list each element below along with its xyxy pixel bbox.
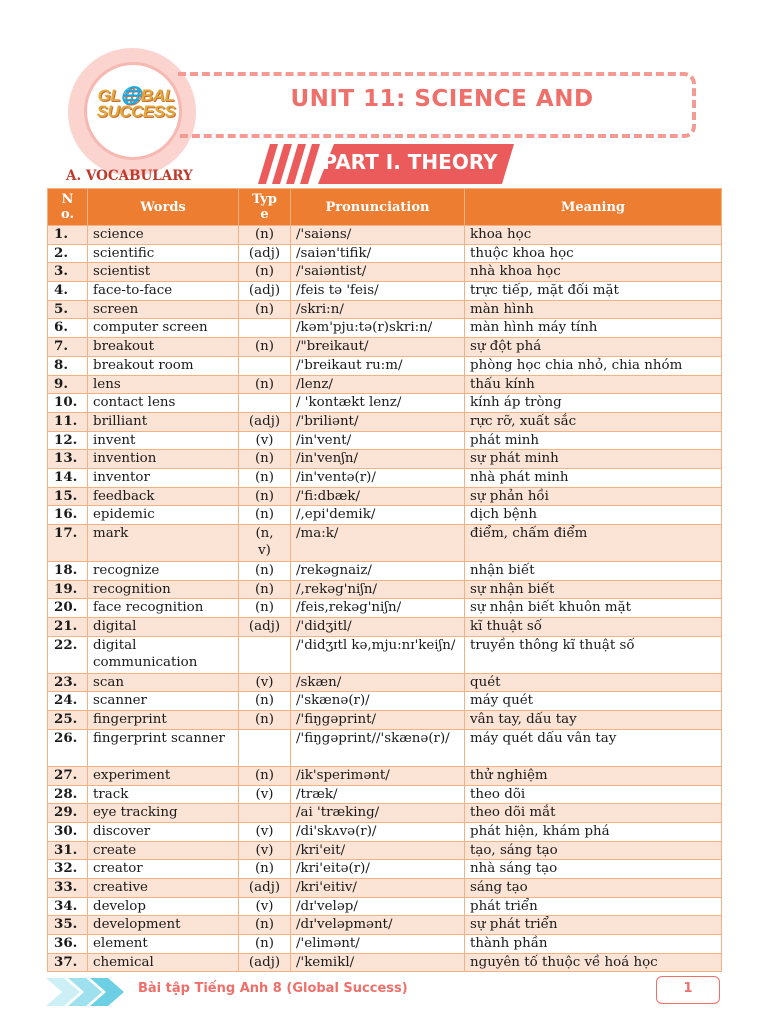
- cell-number: 22.: [48, 636, 88, 673]
- cell-meaning: khoa học: [465, 226, 722, 245]
- cell-meaning: sự phát triển: [465, 916, 722, 935]
- cell-type: (n): [239, 375, 291, 394]
- cell-word: epidemic: [88, 506, 239, 525]
- footer-text: Bài tập Tiếng Anh 8 (Global Success): [138, 981, 408, 996]
- cell-number: 16.: [48, 506, 88, 525]
- cell-number: 9.: [48, 375, 88, 394]
- part-label: PART I. THEORY: [322, 150, 498, 174]
- cell-type: (n): [239, 300, 291, 319]
- cell-meaning: màn hình: [465, 300, 722, 319]
- cell-pronunciation: /feis,rekəg'niʃn/: [291, 599, 465, 618]
- cell-pronunciation: /'fiŋgəprint//'skænə(r)/: [291, 729, 465, 766]
- cell-pronunciation: /rekəgnaiz/: [291, 562, 465, 581]
- table-row: [48, 897, 722, 916]
- cell-pronunciation: /dɪ'veləpmənt/: [291, 916, 465, 935]
- table-row: [48, 375, 722, 394]
- cell-pronunciation: /'didʒɪtl kə,mju:nɪ'keiʃn/: [291, 636, 465, 673]
- cell-word: digital: [88, 618, 239, 637]
- cell-word: recognition: [88, 580, 239, 599]
- table-row: [48, 804, 722, 823]
- cell-word: breakout: [88, 338, 239, 357]
- cell-type: (n): [239, 860, 291, 879]
- cell-number: 14.: [48, 468, 88, 487]
- cell-pronunciation: /'skænə(r)/: [291, 692, 465, 711]
- cell-type: (v): [239, 841, 291, 860]
- table-row: [48, 729, 722, 766]
- cell-number: 29.: [48, 804, 88, 823]
- cell-meaning: quét: [465, 673, 722, 692]
- table-row: [48, 580, 722, 599]
- table-row: [48, 468, 722, 487]
- cell-type: (n): [239, 599, 291, 618]
- cell-number: 19.: [48, 580, 88, 599]
- table-row: [48, 244, 722, 263]
- cell-meaning: máy quét dấu vân tay: [465, 729, 722, 766]
- column-header-pronunciation: Pronunciation: [291, 189, 465, 226]
- cell-meaning: sáng tạo: [465, 878, 722, 897]
- cell-pronunciation: /kri'eitiv/: [291, 878, 465, 897]
- cell-meaning: phát triển: [465, 897, 722, 916]
- cell-type: (adj): [239, 282, 291, 301]
- cell-pronunciation: /'briliənt/: [291, 412, 465, 431]
- cell-word: science: [88, 226, 239, 245]
- cell-type: (n): [239, 338, 291, 357]
- cell-type: (n): [239, 468, 291, 487]
- cell-number: 31.: [48, 841, 88, 860]
- cell-pronunciation: /dɪ'veləp/: [291, 897, 465, 916]
- cell-number: 17.: [48, 525, 88, 562]
- cell-pronunciation: / 'kontækt lenz/: [291, 394, 465, 413]
- section-title: A. VOCABULARY: [66, 168, 193, 184]
- cell-pronunciation: /feis tə 'feis/: [291, 282, 465, 301]
- cell-number: 23.: [48, 673, 88, 692]
- table-row: [48, 692, 722, 711]
- cell-number: 26.: [48, 729, 88, 766]
- cell-word: invention: [88, 450, 239, 469]
- cell-pronunciation: /saiən'tifik/: [291, 244, 465, 263]
- cell-word: creator: [88, 860, 239, 879]
- unit-title: UNIT 11: SCIENCE AND: [290, 86, 594, 112]
- cell-type: (n): [239, 487, 291, 506]
- cell-word: contact lens: [88, 394, 239, 413]
- cell-word: face recognition: [88, 599, 239, 618]
- cell-word: inventor: [88, 468, 239, 487]
- cell-meaning: trực tiếp, mặt đối mặt: [465, 282, 722, 301]
- cell-type: (n): [239, 916, 291, 935]
- chevron-right-icon: [46, 976, 128, 1008]
- cell-meaning: tạo, sáng tạo: [465, 841, 722, 860]
- cell-type: (v): [239, 785, 291, 804]
- global-success-logo: [90, 88, 182, 120]
- logo-line-2: SUCCESS: [96, 102, 176, 121]
- cell-word: develop: [88, 897, 239, 916]
- cell-number: 28.: [48, 785, 88, 804]
- cell-pronunciation: /kri'eitə(r)/: [291, 860, 465, 879]
- cell-number: 13.: [48, 450, 88, 469]
- logo-line-1: GL🌐BAL: [97, 86, 175, 105]
- cell-number: 15.: [48, 487, 88, 506]
- cell-pronunciation: /ma:k/: [291, 525, 465, 562]
- table-row: [48, 841, 722, 860]
- cell-word: chemical: [88, 953, 239, 972]
- table-row: [48, 226, 722, 245]
- cell-meaning: màn hình máy tính: [465, 319, 722, 338]
- table-row: [48, 506, 722, 525]
- page-number: 1: [683, 981, 693, 996]
- table-body: [48, 226, 722, 972]
- table-row: [48, 711, 722, 730]
- table-row: [48, 636, 722, 673]
- cell-number: 4.: [48, 282, 88, 301]
- table-row: [48, 766, 722, 785]
- cell-word: brilliant: [88, 412, 239, 431]
- cell-meaning: nhận biết: [465, 562, 722, 581]
- cell-meaning: thấu kính: [465, 375, 722, 394]
- cell-meaning: sự phát minh: [465, 450, 722, 469]
- cell-meaning: nhà khoa học: [465, 263, 722, 282]
- column-header-words: Words: [88, 189, 239, 226]
- cell-word: face-to-face: [88, 282, 239, 301]
- vocabulary-table: [47, 188, 722, 972]
- cell-meaning: nhà phát minh: [465, 468, 722, 487]
- cell-pronunciation: /in'venʃn/: [291, 450, 465, 469]
- cell-type: (adj): [239, 618, 291, 637]
- cell-pronunciation: /'fiŋgəprint/: [291, 711, 465, 730]
- cell-word: experiment: [88, 766, 239, 785]
- cell-word: scanner: [88, 692, 239, 711]
- cell-pronunciation: /,epi'demik/: [291, 506, 465, 525]
- cell-number: 7.: [48, 338, 88, 357]
- cell-type: (n): [239, 450, 291, 469]
- cell-word: creative: [88, 878, 239, 897]
- table-row: [48, 412, 722, 431]
- cell-number: 30.: [48, 822, 88, 841]
- cell-number: 25.: [48, 711, 88, 730]
- cell-type: (n): [239, 506, 291, 525]
- cell-type: (v): [239, 673, 291, 692]
- cell-number: 35.: [48, 916, 88, 935]
- cell-pronunciation: /ai 'træking/: [291, 804, 465, 823]
- cell-number: 1.: [48, 226, 88, 245]
- cell-meaning: theo dõi mắt: [465, 804, 722, 823]
- cell-type: (n): [239, 562, 291, 581]
- cell-meaning: thành phần: [465, 935, 722, 954]
- cell-pronunciation: /,rekəg'niʃn/: [291, 580, 465, 599]
- cell-number: 2.: [48, 244, 88, 263]
- cell-number: 33.: [48, 878, 88, 897]
- cell-pronunciation: /di'skʌvə(r)/: [291, 822, 465, 841]
- cell-word: breakout room: [88, 356, 239, 375]
- table-row: [48, 319, 722, 338]
- cell-word: track: [88, 785, 239, 804]
- cell-meaning: thuộc khoa học: [465, 244, 722, 263]
- cell-type: [239, 636, 291, 673]
- cell-type: (n): [239, 711, 291, 730]
- cell-pronunciation: /'saiəntist/: [291, 263, 465, 282]
- cell-pronunciation: /in'vent/: [291, 431, 465, 450]
- table-row: [48, 525, 722, 562]
- cell-meaning: phát hiện, khám phá: [465, 822, 722, 841]
- table-header-row: [48, 189, 722, 226]
- table-row: [48, 785, 722, 804]
- table-row: [48, 356, 722, 375]
- cell-meaning: nguyên tố thuộc về hoá học: [465, 953, 722, 972]
- cell-word: element: [88, 935, 239, 954]
- cell-type: (n): [239, 692, 291, 711]
- cell-word: screen: [88, 300, 239, 319]
- cell-number: 8.: [48, 356, 88, 375]
- cell-number: 20.: [48, 599, 88, 618]
- cell-meaning: vân tay, dấu tay: [465, 711, 722, 730]
- cell-type: (n): [239, 580, 291, 599]
- cell-meaning: kính áp tròng: [465, 394, 722, 413]
- cell-word: scan: [88, 673, 239, 692]
- cell-type: [239, 394, 291, 413]
- table-row: [48, 431, 722, 450]
- cell-meaning: kĩ thuật số: [465, 618, 722, 637]
- table-row: [48, 300, 722, 319]
- cell-word: fingerprint: [88, 711, 239, 730]
- table-row: [48, 822, 722, 841]
- cell-pronunciation: /'kemikl/: [291, 953, 465, 972]
- cell-pronunciation: /'breikaut ru:m/: [291, 356, 465, 375]
- cell-pronunciation: /kri'eit/: [291, 841, 465, 860]
- table-row: [48, 916, 722, 935]
- banner-stripes-decoration: [256, 142, 320, 186]
- cell-number: 3.: [48, 263, 88, 282]
- cell-number: 18.: [48, 562, 88, 581]
- cell-meaning: nhà sáng tạo: [465, 860, 722, 879]
- cell-pronunciation: /'didʒitl/: [291, 618, 465, 637]
- cell-meaning: phòng học chia nhỏ, chia nhóm: [465, 356, 722, 375]
- cell-pronunciation: /skæn/: [291, 673, 465, 692]
- table-row: [48, 935, 722, 954]
- cell-word: invent: [88, 431, 239, 450]
- cell-type: (adj): [239, 953, 291, 972]
- cell-meaning: dịch bệnh: [465, 506, 722, 525]
- cell-type: (v): [239, 897, 291, 916]
- cell-word: digital communication: [88, 636, 239, 673]
- cell-type: (n, v): [239, 525, 291, 562]
- table-row: [48, 599, 722, 618]
- cell-word: create: [88, 841, 239, 860]
- cell-type: [239, 804, 291, 823]
- cell-word: development: [88, 916, 239, 935]
- cell-meaning: điểm, chấm điểm: [465, 525, 722, 562]
- cell-meaning: phát minh: [465, 431, 722, 450]
- cell-type: (v): [239, 822, 291, 841]
- cell-pronunciation: /ik'sperimənt/: [291, 766, 465, 785]
- cell-word: scientist: [88, 263, 239, 282]
- cell-number: 32.: [48, 860, 88, 879]
- cell-meaning: máy quét: [465, 692, 722, 711]
- cell-meaning: theo dõi: [465, 785, 722, 804]
- cell-type: (adj): [239, 412, 291, 431]
- cell-pronunciation: /"breikaut/: [291, 338, 465, 357]
- cell-pronunciation: /'elimənt/: [291, 935, 465, 954]
- cell-type: [239, 729, 291, 766]
- cell-pronunciation: /'fi:dbæk/: [291, 487, 465, 506]
- column-header-type: Type: [239, 189, 291, 226]
- cell-meaning: sự nhận biết khuôn mặt: [465, 599, 722, 618]
- cell-number: 21.: [48, 618, 88, 637]
- cell-type: (v): [239, 431, 291, 450]
- cell-number: 10.: [48, 394, 88, 413]
- cell-number: 36.: [48, 935, 88, 954]
- cell-number: 34.: [48, 897, 88, 916]
- cell-meaning: sự phản hồi: [465, 487, 722, 506]
- cell-number: 6.: [48, 319, 88, 338]
- cell-number: 27.: [48, 766, 88, 785]
- cell-pronunciation: /kəm'pju:tə(r)skri:n/: [291, 319, 465, 338]
- cell-pronunciation: /træk/: [291, 785, 465, 804]
- cell-word: scientific: [88, 244, 239, 263]
- table-row: [48, 338, 722, 357]
- cell-meaning: truyền thông kĩ thuật số: [465, 636, 722, 673]
- column-header-meaning: Meaning: [465, 189, 722, 226]
- table-row: [48, 562, 722, 581]
- cell-pronunciation: /in'ventə(r)/: [291, 468, 465, 487]
- cell-word: computer screen: [88, 319, 239, 338]
- cell-number: 24.: [48, 692, 88, 711]
- cell-word: fingerprint scanner: [88, 729, 239, 766]
- cell-type: (n): [239, 263, 291, 282]
- table-row: [48, 450, 722, 469]
- cell-number: 11.: [48, 412, 88, 431]
- cell-number: 5.: [48, 300, 88, 319]
- cell-meaning: sự nhận biết: [465, 580, 722, 599]
- cell-meaning: thử nghiệm: [465, 766, 722, 785]
- table-row: [48, 618, 722, 637]
- cell-type: (n): [239, 766, 291, 785]
- cell-number: 12.: [48, 431, 88, 450]
- cell-meaning: rực rỡ, xuất sắc: [465, 412, 722, 431]
- table-row: [48, 394, 722, 413]
- cell-pronunciation: /skri:n/: [291, 300, 465, 319]
- cell-pronunciation: /lenz/: [291, 375, 465, 394]
- table-row: [48, 263, 722, 282]
- cell-type: [239, 356, 291, 375]
- cell-type: [239, 319, 291, 338]
- column-header-no: No.: [48, 189, 88, 226]
- cell-word: discover: [88, 822, 239, 841]
- table-row: [48, 953, 722, 972]
- cell-word: feedback: [88, 487, 239, 506]
- table-row: [48, 860, 722, 879]
- cell-number: 37.: [48, 953, 88, 972]
- cell-pronunciation: /'saiəns/: [291, 226, 465, 245]
- cell-type: (adj): [239, 244, 291, 263]
- table-row: [48, 878, 722, 897]
- table-row: [48, 487, 722, 506]
- cell-type: (n): [239, 935, 291, 954]
- table-row: [48, 673, 722, 692]
- table-row: [48, 282, 722, 301]
- cell-word: mark: [88, 525, 239, 562]
- cell-type: (n): [239, 226, 291, 245]
- cell-word: eye tracking: [88, 804, 239, 823]
- cell-word: recognize: [88, 562, 239, 581]
- cell-type: (adj): [239, 878, 291, 897]
- cell-meaning: sự đột phá: [465, 338, 722, 357]
- cell-word: lens: [88, 375, 239, 394]
